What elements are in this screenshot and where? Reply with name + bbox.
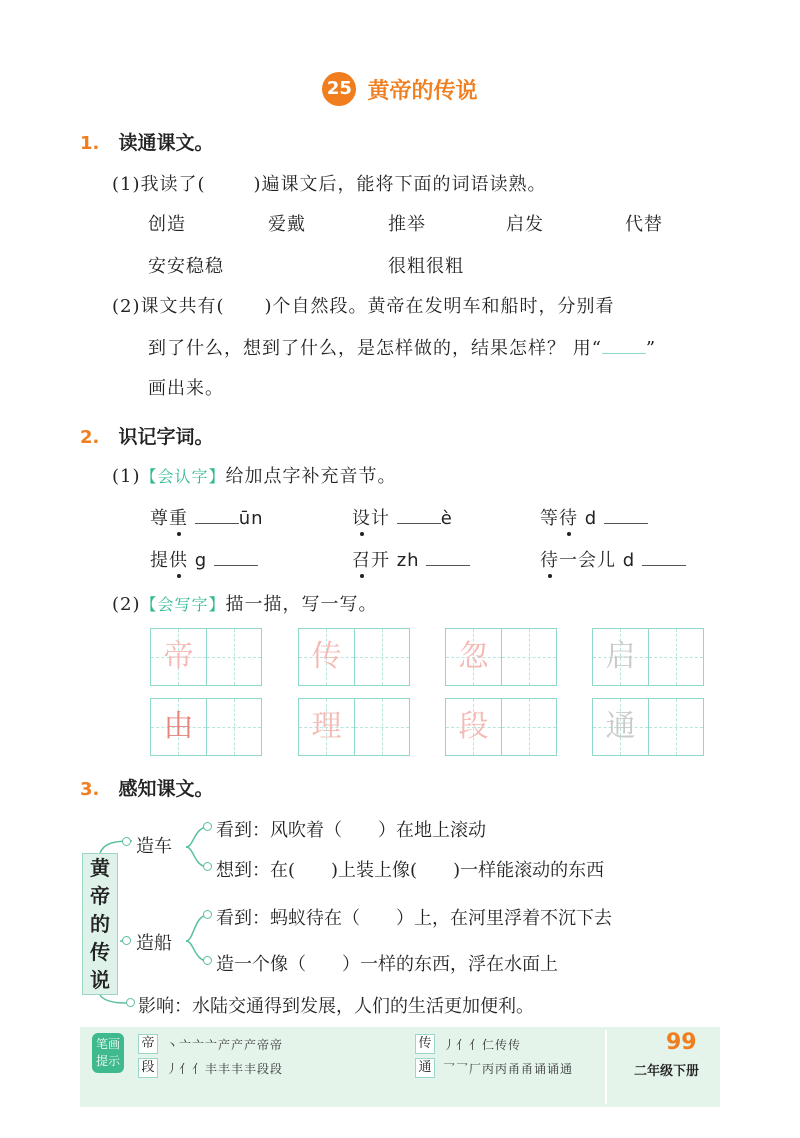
writing-grid	[150, 698, 262, 756]
trace-char: 通	[605, 709, 636, 744]
section3-heading	[80, 774, 213, 801]
lesson-title-text: 黄帝的传说	[367, 78, 478, 104]
writing-grid	[298, 628, 410, 686]
mindmap-node-dot	[126, 998, 135, 1007]
mindmap-node-dot	[203, 956, 212, 965]
car-think: 想到：在( )上装上像( )一样能滚动的东西	[216, 860, 605, 881]
trace-char: 忽	[458, 639, 489, 674]
s2-q1: (1)【会认字】给加点字补充音节。	[112, 466, 397, 487]
section2-number: 2.	[80, 427, 100, 448]
writing-grid	[298, 698, 410, 756]
trace-char: 传	[311, 639, 342, 674]
write-cell[interactable]	[354, 699, 409, 755]
mindmap-node-dot	[122, 837, 131, 846]
write-cell[interactable]	[206, 629, 261, 685]
mindmap-root: 黄 帝 的 传 说	[82, 853, 118, 995]
s1-q2-line3: 画出来。	[148, 378, 224, 399]
writing-grid	[592, 698, 704, 756]
writing-grid	[445, 698, 557, 756]
trace-char: 由	[163, 709, 194, 744]
stroke-char: 段	[138, 1058, 158, 1078]
word: 安安稳稳	[148, 256, 224, 277]
stroke-sequence: 乛乛厂丙丙甬甬诵诵通	[443, 1062, 574, 1076]
word: 推举	[388, 214, 426, 235]
car-see: 看到：风吹着（ ）在地上滚动	[216, 820, 486, 841]
pinyin-item: 等待 d	[540, 504, 648, 530]
pinyin-blank[interactable]	[397, 504, 441, 524]
write-cell[interactable]	[206, 699, 261, 755]
section1-title: 读通课文。	[118, 132, 214, 154]
trace-char: 帝	[163, 639, 194, 674]
trace-char: 段	[458, 709, 489, 744]
stroke-sequence: 丶亠亠亠产产产帝帝	[166, 1038, 284, 1052]
branch-boat: 造船	[136, 933, 172, 954]
impact: 影响：水陆交通得到发展，人们的生活更加便利。	[138, 996, 534, 1017]
section2-heading	[80, 422, 213, 449]
boat-make: 造一个像（ ）一样的东西，浮在水面上	[216, 954, 558, 975]
word: 爱戴	[268, 214, 306, 235]
pinyin-blank[interactable]	[604, 504, 648, 524]
mindmap-node-dot	[203, 822, 212, 831]
footer-divider	[605, 1030, 607, 1104]
word: 代替	[625, 214, 663, 235]
section1-number: 1.	[80, 133, 100, 154]
stroke-char: 通	[415, 1058, 435, 1078]
section3-title: 感知课文。	[118, 778, 214, 800]
write-char-tag: 【会写字】	[140, 595, 226, 614]
word: 创造	[148, 214, 186, 235]
word: 启发	[506, 214, 544, 235]
stroke-sequence: 丿亻亻仁传传	[443, 1038, 522, 1052]
writing-grid	[592, 628, 704, 686]
lesson-number-badge: 25	[322, 72, 356, 106]
stroke-char: 帝	[138, 1034, 158, 1054]
mindmap-node-dot	[203, 910, 212, 919]
write-cell[interactable]	[501, 629, 556, 685]
pinyin-blank[interactable]	[642, 546, 686, 566]
stroke-sequence: 丿亻亻丰丰丰丰段段	[166, 1062, 284, 1076]
page-number: 99	[666, 1030, 697, 1055]
section1-heading	[80, 128, 213, 155]
writing-grid	[150, 628, 262, 686]
word: 很粗很粗	[388, 256, 464, 277]
s1-q2-line1: (2)课文共有( )个自然段。黄帝在发明车和船时，分别看	[112, 296, 615, 317]
pinyin-blank[interactable]	[426, 546, 470, 566]
pinyin-blank[interactable]	[195, 504, 239, 524]
s1-q1: (1)我读了( )遍课文后，能将下面的词语读熟。	[112, 174, 547, 195]
write-cell[interactable]	[354, 629, 409, 685]
pinyin-item: 待一会儿 d	[540, 546, 686, 572]
mindmap-node-dot	[203, 862, 212, 871]
recognize-char-tag: 【会认字】	[140, 467, 226, 486]
write-cell[interactable]	[648, 629, 703, 685]
lesson-title	[0, 72, 800, 106]
underline-sample	[602, 336, 646, 354]
stroke-char: 传	[415, 1034, 435, 1054]
branch-car: 造车	[136, 836, 172, 857]
mindmap-node-dot	[122, 936, 131, 945]
pinyin-item: 召开 zh	[352, 546, 470, 572]
grade-label: 二年级下册	[634, 1064, 700, 1079]
writing-grid	[445, 628, 557, 686]
pinyin-item: 尊重 ūn	[150, 504, 264, 530]
pinyin-blank[interactable]	[214, 546, 258, 566]
boat-see: 看到：蚂蚁待在（ ）上，在河里浮着不沉下去	[216, 908, 612, 929]
pinyin-item: 提供 g	[150, 546, 258, 572]
trace-char: 启	[605, 639, 636, 674]
trace-char: 理	[311, 709, 342, 744]
s1-q2-line2: 到了什么，想到了什么，是怎样做的，结果怎样？ 用“ ”	[148, 338, 657, 359]
s2-q2: (2)【会写字】描一描，写一写。	[112, 594, 378, 615]
write-cell[interactable]	[648, 699, 703, 755]
stroke-hint-tag: 笔画 提示	[92, 1033, 124, 1073]
section3-number: 3.	[80, 779, 100, 800]
section2-title: 识记字词。	[118, 426, 214, 448]
write-cell[interactable]	[501, 699, 556, 755]
pinyin-item: 设计 è	[352, 504, 453, 530]
